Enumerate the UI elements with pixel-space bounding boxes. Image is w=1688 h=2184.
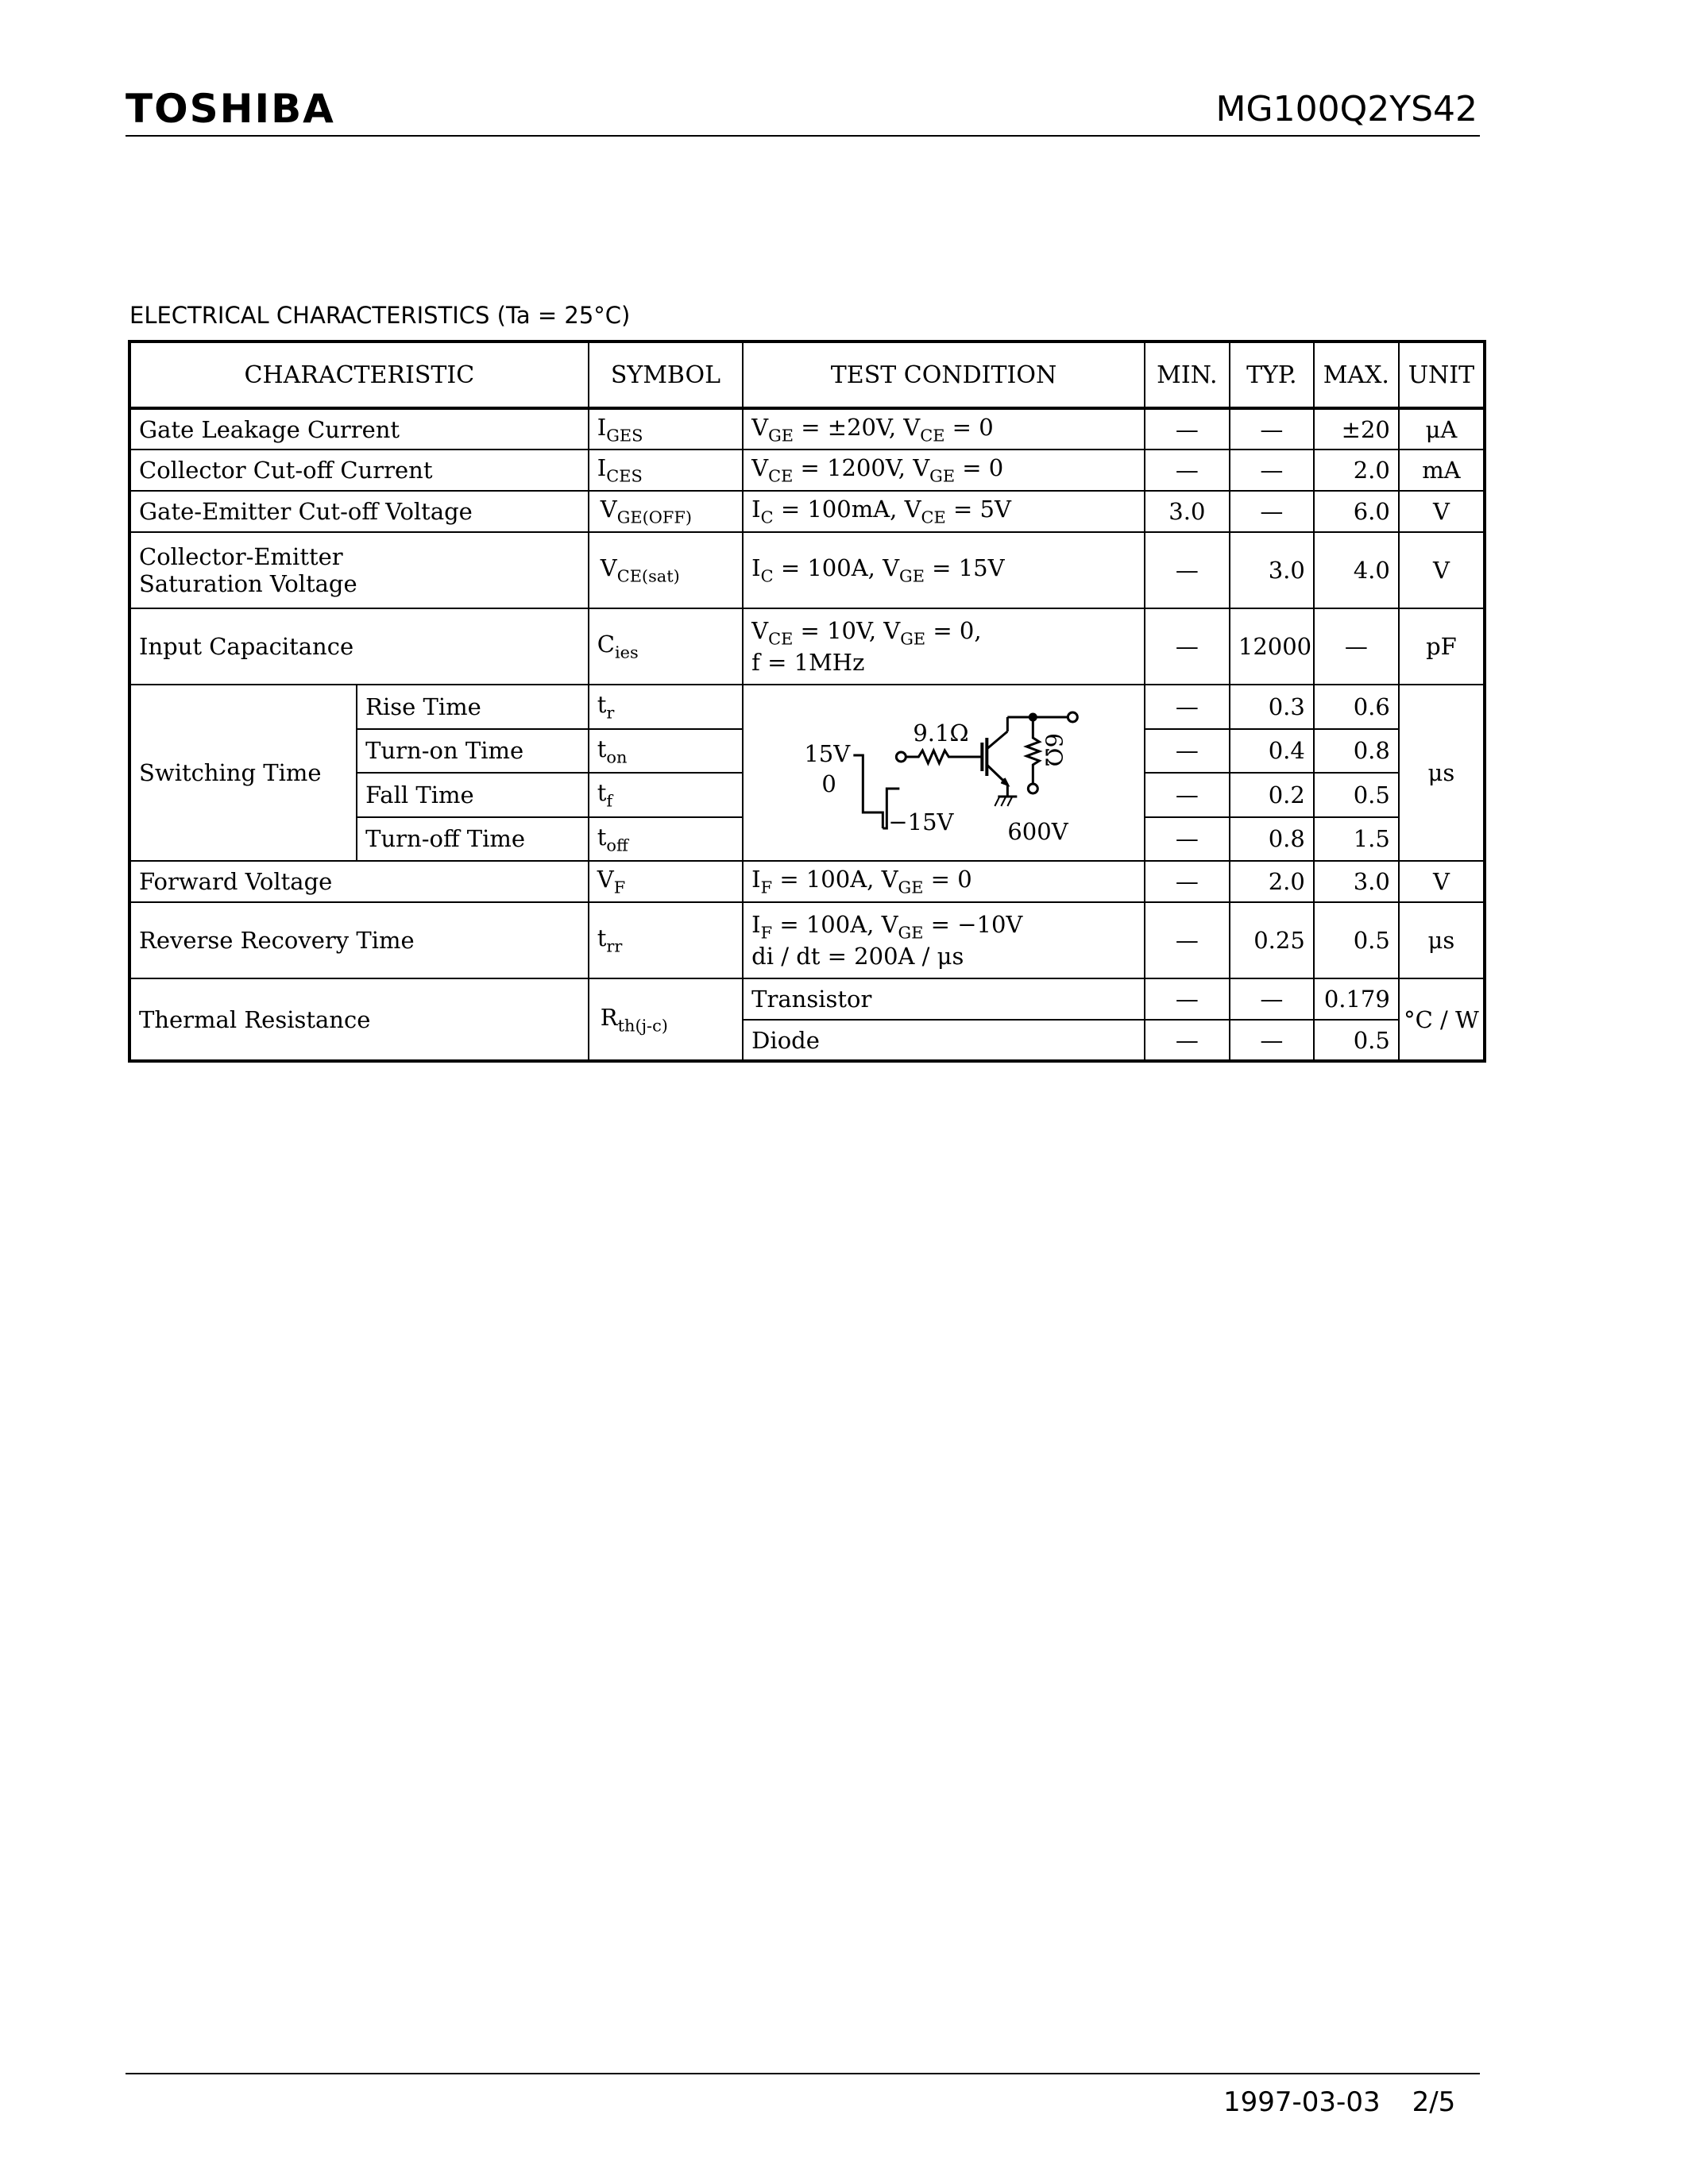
- characteristic-name: Collector-Emitter Saturation Voltage: [129, 532, 589, 608]
- pulse-zero-label: 0: [821, 770, 836, 797]
- max-value: 2.0: [1314, 450, 1399, 491]
- max-value: 3.0: [1314, 861, 1399, 902]
- brand-logo: TOSHIBA: [126, 86, 335, 132]
- pulse-low-label: −15V: [888, 808, 954, 835]
- header-min: MIN.: [1145, 341, 1230, 408]
- symbol-cell: $t_{on}$: [589, 729, 743, 774]
- test-condition-cell: $I_C = 100mA$, $V_{CE} = 5V$: [743, 491, 1145, 532]
- min-value: —: [1145, 817, 1230, 862]
- min-value: —: [1145, 1020, 1230, 1061]
- test-condition-cell: Transistor: [743, 978, 1145, 1020]
- header-symbol: SYMBOL: [589, 341, 743, 408]
- characteristic-name: Forward Voltage: [129, 861, 589, 902]
- header-max: MAX.: [1314, 341, 1399, 408]
- symbol-cell: $t_f$: [589, 773, 743, 817]
- max-value: —: [1314, 608, 1399, 685]
- symbol-cell: $I_{GES}$: [589, 408, 743, 450]
- table-row: [129, 532, 1485, 608]
- typ-value: 0.8: [1230, 817, 1314, 862]
- header-typ: TYP.: [1230, 341, 1314, 408]
- max-value: 0.179: [1314, 978, 1399, 1020]
- switching-test-circuit: [743, 685, 1145, 861]
- switching-circuit-diagram: [744, 685, 1144, 860]
- unit-value: μs: [1399, 902, 1485, 978]
- min-value: —: [1145, 773, 1230, 817]
- typ-value: 12000: [1230, 608, 1314, 685]
- table-row: [129, 902, 1485, 978]
- sub-characteristic-name: Turn-off Time: [357, 817, 589, 862]
- min-value: —: [1145, 532, 1230, 608]
- characteristic-name: Gate-Emitter Cut-off Voltage: [129, 491, 589, 532]
- max-value: 0.5: [1314, 773, 1399, 817]
- characteristic-name: Input Capacitance: [129, 608, 589, 685]
- footer-rule: [126, 2073, 1480, 2074]
- test-condition-cell: $I_F = 100A$, $V_{GE} = -10V$ di / dt = 200A / μs: [743, 902, 1145, 978]
- test-condition-cell: $I_F = 100A$, $V_{GE} = 0$: [743, 861, 1145, 902]
- min-value: 3.0: [1145, 491, 1230, 532]
- unit-value: °C / W: [1399, 978, 1485, 1061]
- typ-value: 2.0: [1230, 861, 1314, 902]
- footer-date: 1997-03-03: [1223, 2086, 1381, 2118]
- test-condition-cell: $V_{CE} = 1200V$, $V_{GE} = 0$: [743, 450, 1145, 491]
- unit-value: mA: [1399, 450, 1485, 491]
- typ-value: 0.3: [1230, 685, 1314, 729]
- test-condition-cell: $V_{CE} = 10V$, $V_{GE} = 0$, f = 1MHz: [743, 608, 1145, 685]
- sub-characteristic-name: Fall Time: [357, 773, 589, 817]
- max-value: 0.6: [1314, 685, 1399, 729]
- typ-value: —: [1230, 978, 1314, 1020]
- typ-value: 0.2: [1230, 773, 1314, 817]
- min-value: —: [1145, 450, 1230, 491]
- max-value: 6.0: [1314, 491, 1399, 532]
- typ-value: 0.4: [1230, 729, 1314, 774]
- gate-resistor-label: 9.1Ω: [913, 720, 969, 747]
- characteristic-name: Thermal Resistance: [129, 978, 589, 1061]
- test-condition-cell: Diode: [743, 1020, 1145, 1061]
- min-value: —: [1145, 902, 1230, 978]
- characteristic-name: Collector Cut-off Current: [129, 450, 589, 491]
- typ-value: 3.0: [1230, 532, 1314, 608]
- test-condition-cell: $I_C = 100A$, $V_{GE} = 15V$: [743, 532, 1145, 608]
- supply-voltage-label: 600V: [1007, 818, 1068, 845]
- max-value: 4.0: [1314, 532, 1399, 608]
- symbol-cell: $V_F$: [589, 861, 743, 902]
- min-value: —: [1145, 408, 1230, 450]
- min-value: —: [1145, 861, 1230, 902]
- load-resistor-label: 6Ω: [1040, 733, 1068, 767]
- symbol-cell: $t_{off}$: [589, 817, 743, 862]
- test-condition-cell: $V_{GE} = \pm 20V$, $V_{CE} = 0$: [743, 408, 1145, 450]
- table-header-row: [129, 341, 1485, 408]
- unit-value: μA: [1399, 408, 1485, 450]
- characteristic-name: Reverse Recovery Time: [129, 902, 589, 978]
- electrical-characteristics-table: [128, 340, 1486, 1063]
- typ-value: —: [1230, 450, 1314, 491]
- max-value: ±20: [1314, 408, 1399, 450]
- symbol-cell: $t_{rr}$: [589, 902, 743, 978]
- header-unit: UNIT: [1399, 341, 1485, 408]
- table-row: [129, 450, 1485, 491]
- characteristic-name: Switching Time: [129, 685, 357, 861]
- page-number: 2/5: [1412, 2086, 1456, 2118]
- unit-value: pF: [1399, 608, 1485, 685]
- max-value: 0.5: [1314, 902, 1399, 978]
- typ-value: 0.25: [1230, 902, 1314, 978]
- typ-value: —: [1230, 408, 1314, 450]
- max-value: 0.8: [1314, 729, 1399, 774]
- symbol-cell: $t_r$: [589, 685, 743, 729]
- table-row: [129, 861, 1485, 902]
- table-row: [129, 608, 1485, 685]
- part-number: MG100Q2YS42: [1215, 89, 1477, 129]
- table-row: [129, 491, 1485, 532]
- table-row: [129, 408, 1485, 450]
- section-title: ELECTRICAL CHARACTERISTICS (Ta = 25°C): [129, 302, 631, 329]
- unit-value: V: [1399, 532, 1485, 608]
- typ-value: —: [1230, 1020, 1314, 1061]
- unit-value: V: [1399, 491, 1485, 532]
- symbol-cell: $I_{CES}$: [589, 450, 743, 491]
- symbol-cell: $V_{GE(OFF)}$: [589, 491, 743, 532]
- header-test-condition: TEST CONDITION: [743, 341, 1145, 408]
- symbol-cell: $R_{th(j-c)}$: [589, 978, 743, 1061]
- max-value: 1.5: [1314, 817, 1399, 862]
- table-row: [129, 685, 1485, 729]
- sub-characteristic-name: Rise Time: [357, 685, 589, 729]
- typ-value: —: [1230, 491, 1314, 532]
- table-row: [129, 978, 1485, 1020]
- max-value: 0.5: [1314, 1020, 1399, 1061]
- pulse-high-label: 15V: [804, 740, 851, 767]
- header-rule: [126, 135, 1480, 137]
- sub-characteristic-name: Turn-on Time: [357, 729, 589, 774]
- characteristic-name: Gate Leakage Current: [129, 408, 589, 450]
- min-value: —: [1145, 978, 1230, 1020]
- unit-value: μs: [1399, 685, 1485, 861]
- unit-value: V: [1399, 861, 1485, 902]
- min-value: —: [1145, 729, 1230, 774]
- min-value: —: [1145, 608, 1230, 685]
- symbol-cell: $V_{CE(sat)}$: [589, 532, 743, 608]
- header-characteristic: CHARACTERISTIC: [129, 341, 589, 408]
- footer: [1223, 2086, 1455, 2118]
- symbol-cell: $C_{ies}$: [589, 608, 743, 685]
- min-value: —: [1145, 685, 1230, 729]
